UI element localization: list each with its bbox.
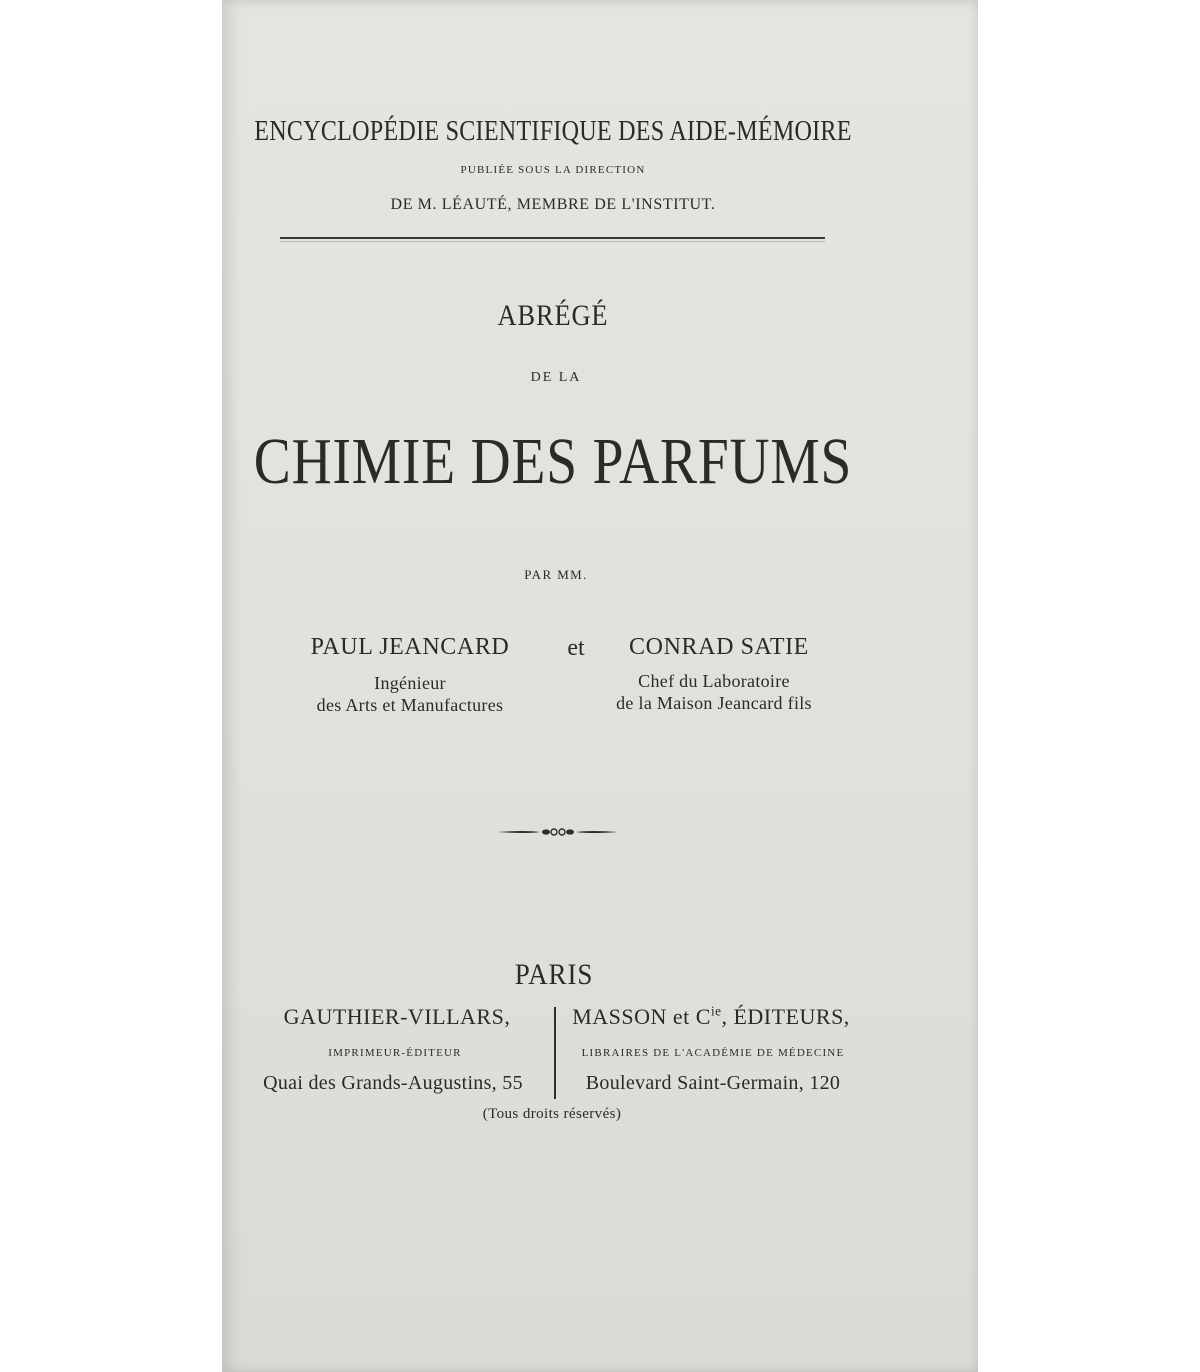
author-name: PAUL JEANCARD xyxy=(310,634,510,660)
header-rule xyxy=(280,237,825,239)
book-title-line-2: DE LA xyxy=(530,370,582,385)
publisher-divider xyxy=(554,1007,556,1099)
rights-notice: (Tous droits réservés) xyxy=(482,1106,622,1122)
author-role-line: Ingénieur xyxy=(374,673,446,693)
series-director: DE M. LÉAUTÉ, MEMBRE DE L'INSTITUT. xyxy=(390,196,716,213)
series-title: ENCYCLOPÉDIE SCIENTIFIQUE DES AIDE-MÉMOIRE xyxy=(254,116,852,147)
book-title-main: CHIMIE DES PARFUMS xyxy=(253,425,853,498)
author-role-line: Chef du Laboratoire xyxy=(638,671,790,691)
publisher-address: Quai des Grands-Augustins, 55 xyxy=(263,1072,523,1094)
publisher-name: MASSON et $C^{ie}$, ÉDITEURS, xyxy=(572,1003,850,1029)
series-subtitle: PUBLIÉE SOUS LA DIRECTION xyxy=(460,164,646,176)
byline: PAR MM. xyxy=(524,567,588,582)
book-title-line-1: ABRÉGÉ xyxy=(497,299,609,332)
author-role xyxy=(317,672,504,716)
author-role-line: des Arts et Manufactures xyxy=(316,695,504,715)
publisher-role: IMPRIMEUR-ÉDITEUR xyxy=(328,1047,462,1059)
imprint-city: PARIS xyxy=(514,958,594,991)
author-role xyxy=(616,670,812,714)
author-conjunction: et xyxy=(567,635,585,661)
author-role-line: de la Maison Jeancard fils xyxy=(616,693,812,713)
publisher-address: Boulevard Saint-Germain, 120 xyxy=(585,1072,841,1094)
ornament-divider xyxy=(496,826,620,838)
publisher-name: GAUTHIER-VILLARS, xyxy=(283,1004,511,1029)
publisher-role: LIBRAIRES DE L'ACADÉMIE DE MÉDECINE xyxy=(581,1047,845,1059)
author-name: CONRAD SATIE xyxy=(629,634,809,660)
